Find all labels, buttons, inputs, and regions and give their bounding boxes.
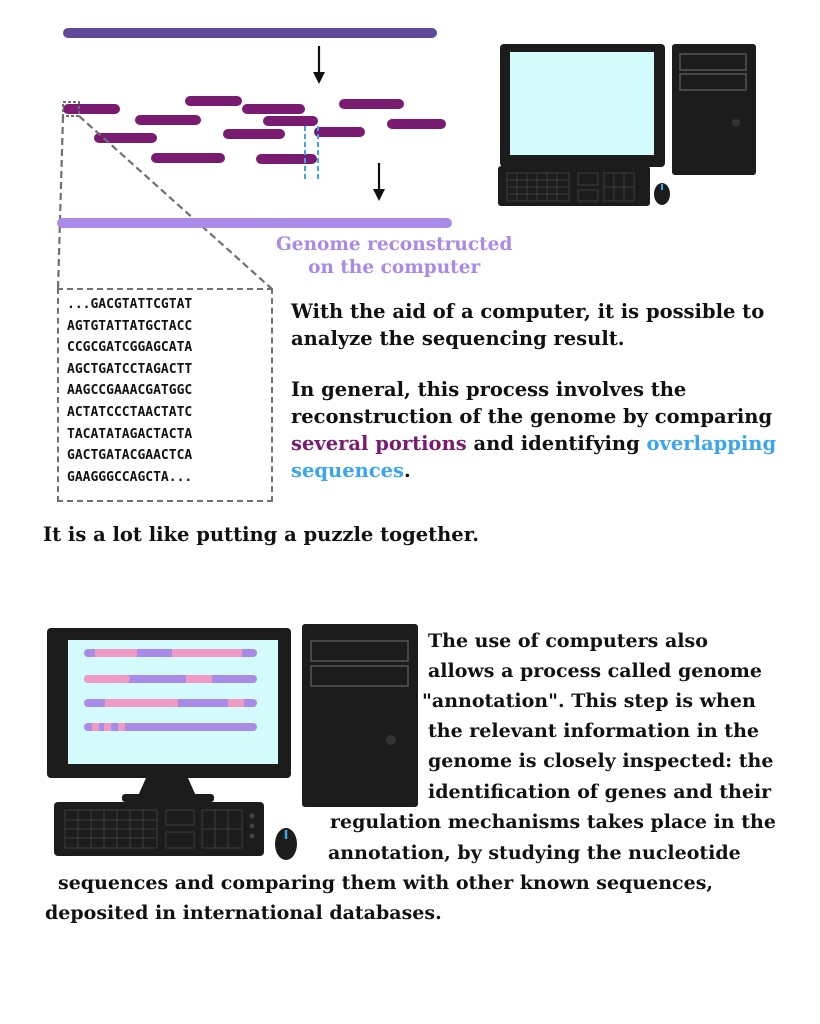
process-line: In general, this process involves the xyxy=(291,378,687,401)
arrow-down-icon xyxy=(373,163,385,201)
process-text: and identifying xyxy=(466,432,647,455)
annotation-line: "annotation". This step is when xyxy=(422,690,756,712)
process-line xyxy=(291,430,776,457)
annotation-line: the relevant information in the xyxy=(428,720,759,742)
sequence-line: GAAGGGCCAGCTA... xyxy=(67,469,193,485)
arrow-down-icon xyxy=(313,46,325,84)
sequence-line: ...GACGTATTCGTAT xyxy=(67,297,193,312)
annotation-line: genome is closely inspected: the xyxy=(428,750,774,772)
process-paragraph xyxy=(291,376,776,484)
overlapping-highlight: overlapping xyxy=(646,432,777,455)
sequence-fragments xyxy=(68,101,441,159)
reconstructed-label-line2: on the computer xyxy=(308,257,481,278)
reconstructed-label xyxy=(276,233,512,279)
sequence-line: GACTGATACGAACTCA xyxy=(67,448,193,464)
several-portions-highlight: several portions xyxy=(291,432,467,455)
sequence-line: TACATATAGACTACTA xyxy=(67,426,193,442)
sequence-line: AGTGTATTATGCTACC xyxy=(67,318,193,334)
annotation-line: regulation mechanisms takes place in the xyxy=(330,811,776,833)
process-text-end: . xyxy=(404,459,411,482)
sequences-highlight: sequences xyxy=(291,459,405,482)
intro-paragraph xyxy=(291,298,764,352)
puzzle-sentence: It is a lot like putting a puzzle together. xyxy=(43,523,479,546)
intro-line: With the aid of a computer, it is possible to xyxy=(291,300,765,323)
sequence-line: AGCTGATCCTAGACTT xyxy=(67,361,193,377)
annotation-line: annotation, by studying the nucleotide xyxy=(328,842,741,864)
zoom-connector xyxy=(58,116,272,289)
process-line: reconstruction of the genome by comparing xyxy=(291,405,773,428)
annotation-line: identification of genes and their xyxy=(428,781,772,803)
sequence-line: CCGCGATCGGAGCATA xyxy=(67,340,193,356)
annotation-line: sequences and comparing them with other known sequences, xyxy=(58,872,714,894)
computer-icon xyxy=(498,44,756,206)
sequence-line: ACTATCCCTAACTATC xyxy=(67,404,193,420)
process-line xyxy=(291,457,776,484)
annotation-line: The use of computers also xyxy=(428,630,708,652)
annotation-line: allows a process called genome xyxy=(428,660,763,682)
sequence-line: AAGCCGAAACGATGGC xyxy=(67,383,193,399)
reconstructed-label-line1: Genome reconstructed xyxy=(276,234,513,255)
annotation-line: deposited in international databases. xyxy=(45,902,442,924)
sequence-zoom-box xyxy=(57,288,273,502)
intro-line: analyze the sequencing result. xyxy=(291,327,625,350)
